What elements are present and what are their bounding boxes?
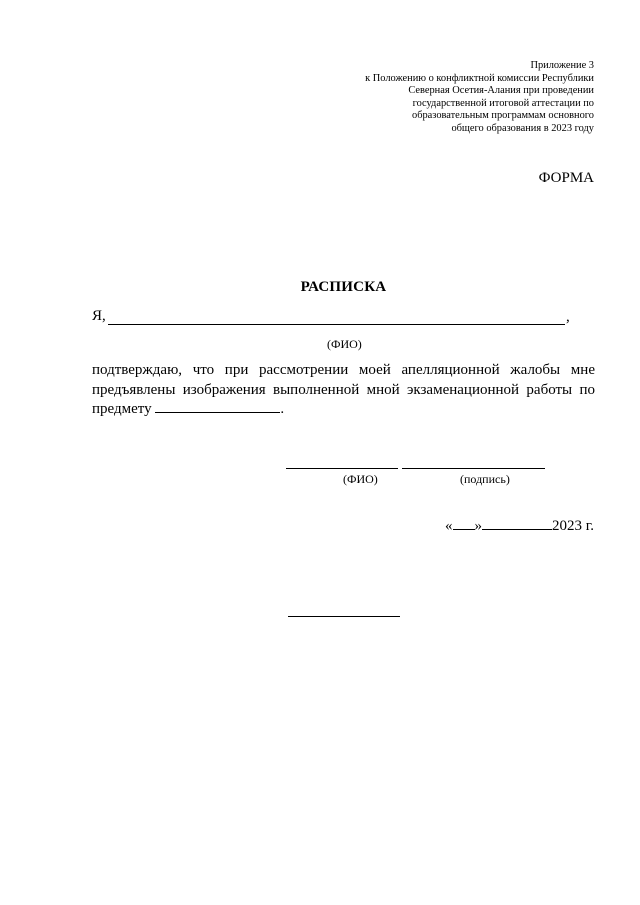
ya-prefix: Я, [92,308,106,324]
date-open-quote: « [445,518,453,534]
appendix-line: государственной итоговой аттестации по [412,97,594,109]
appendix-line: образовательным программам основного [412,110,594,122]
appendix-line: общего образования в 2023 году [451,122,594,134]
appendix-line: Северная Осетия-Алания при проведении [408,85,594,97]
date-year: 2023 г. [552,518,594,534]
subject-fill-line[interactable] [155,400,280,413]
signature-fio-line[interactable] [286,468,398,469]
date-close-quote: » [474,518,483,534]
fio-fill-line[interactable] [108,324,565,325]
confirmation-paragraph [92,361,595,420]
signature-sign-line[interactable] [402,468,545,469]
form-label: ФОРМА [538,170,594,186]
appendix-line: Приложение 3 [530,60,594,71]
appendix-header [294,60,594,136]
paragraph-end: . [280,401,285,417]
date-month-line[interactable] [482,517,552,530]
fio-caption: (ФИО) [327,337,362,351]
date-day-line[interactable] [453,517,475,530]
document-title: РАСПИСКА [300,279,387,295]
appendix-line: к Положению о конфликтной комиссии Республики [365,72,594,84]
end-divider [288,616,400,617]
ya-suffix: , [566,309,570,325]
signature-sign-caption: (подпись) [460,472,510,486]
signature-fio-caption: (ФИО) [343,472,378,486]
date-line [445,517,594,535]
paragraph-text: подтверждаю, что при рассмотрении моей апелляционной жалобы мне предъявлены изображения выполненной мной экзаменационной работы по предмету [92,362,595,417]
